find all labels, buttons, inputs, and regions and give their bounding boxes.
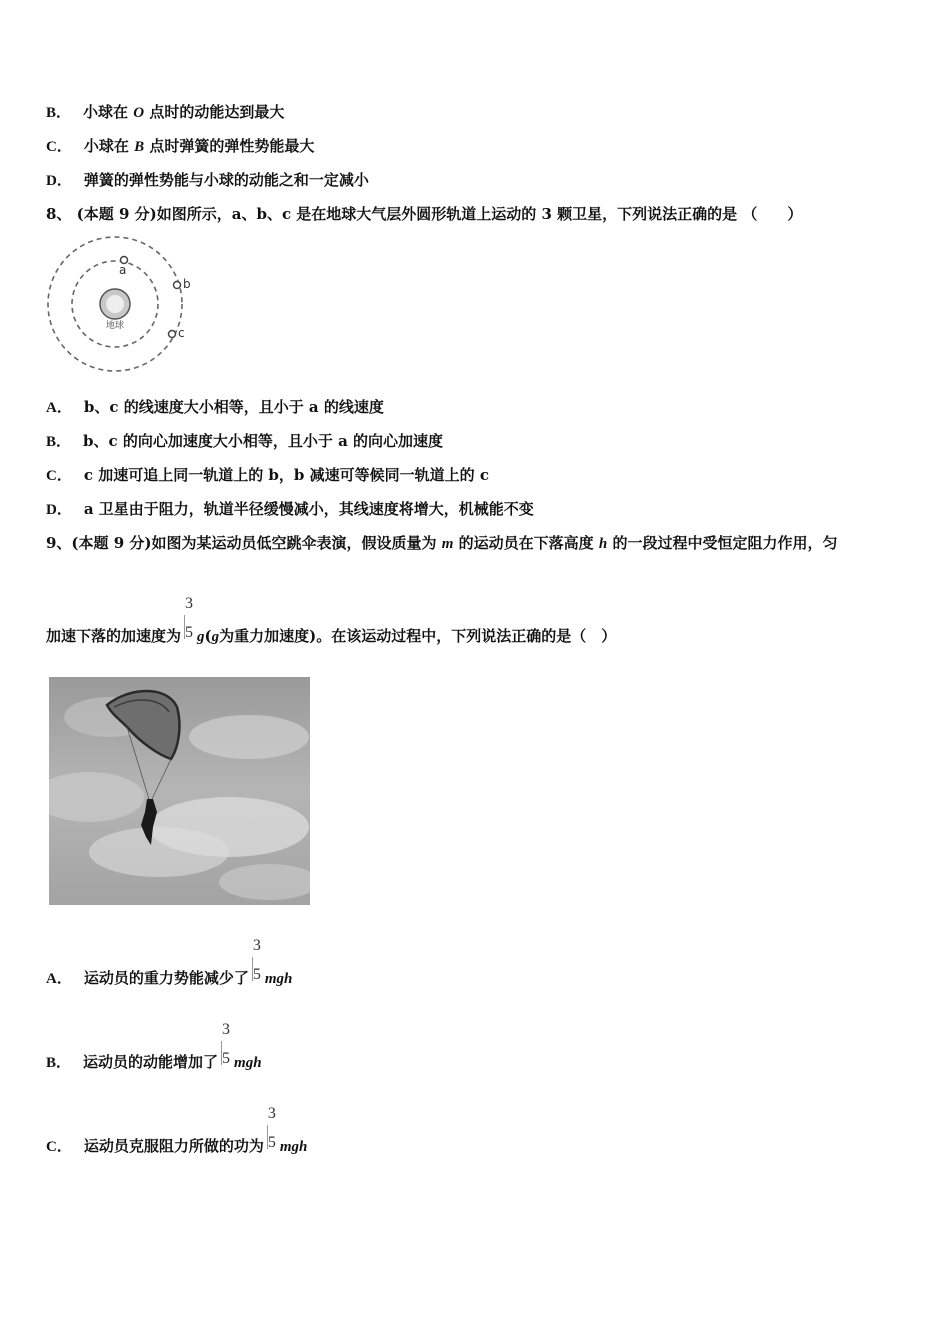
q9-stem-line2: 加速下落的加速度为 3 5 g(g为重力加速度)。在该运动过程中，下列说法正确的是（ ） [46, 595, 617, 645]
q8-option-a: A． b、c 的线速度大小相等，且小于 a 的线速度 [46, 398, 384, 416]
q9-stem-line1: 9、(本题 9 分)如图为某运动员低空跳伞表演，假设质量为 m 的运动员在下落高度 h 的一段过程中受恒定阻力作用，匀 [46, 534, 838, 552]
satellite-orbit-diagram [44, 232, 204, 372]
q8-stem: 8、 (本题 9 分)如图所示，a、b、c 是在地球大气层外圆形轨道上运动的 3 颗卫星，下列说法正确的是 （ ） [46, 205, 803, 223]
fraction-three-fifths: 3 5 [222, 1021, 231, 1067]
q8-option-c: C． c 加速可追上同一轨道上的 b，b 减速可等候同一轨道上的 c [46, 466, 489, 484]
satellite-a-label: a [119, 263, 127, 277]
satellite-b-icon [174, 282, 181, 289]
earth-highlight [106, 295, 124, 313]
q9-option-a: A． 运动员的重力势能减少了 3 5 mgh [46, 937, 293, 987]
q9-option-c: C． 运动员克服阻力所做的功为 3 5 mgh [46, 1105, 308, 1155]
earth-label: 地球 [105, 321, 125, 331]
satellite-c-icon [169, 331, 176, 338]
fraction-three-fifths: 3 5 [185, 595, 194, 641]
satellite-c-label: c [178, 326, 185, 340]
satellite-b-label: b [183, 277, 191, 291]
parachutist-photo [49, 677, 310, 905]
fraction-three-fifths: 3 5 [267, 1105, 276, 1151]
q7-option-d: D． 弹簧的弹性势能与小球的动能之和一定减小 [46, 171, 369, 189]
q7-option-c: C． 小球在 B 点时弹簧的弹性势能最大 [46, 137, 315, 155]
q9-option-b: B． 运动员的动能增加了 3 5 mgh [46, 1021, 262, 1071]
fraction-three-fifths: 3 5 [252, 937, 261, 983]
q8-option-b: B． b、c 的向心加速度大小相等，且小于 a 的向心加速度 [46, 432, 444, 450]
q7-option-b: B． 小球在 O 点时的动能达到最大 [46, 103, 285, 121]
q8-option-d: D． a 卫星由于阻力，轨道半径缓慢减小，其线速度将增大，机械能不变 [46, 500, 534, 518]
